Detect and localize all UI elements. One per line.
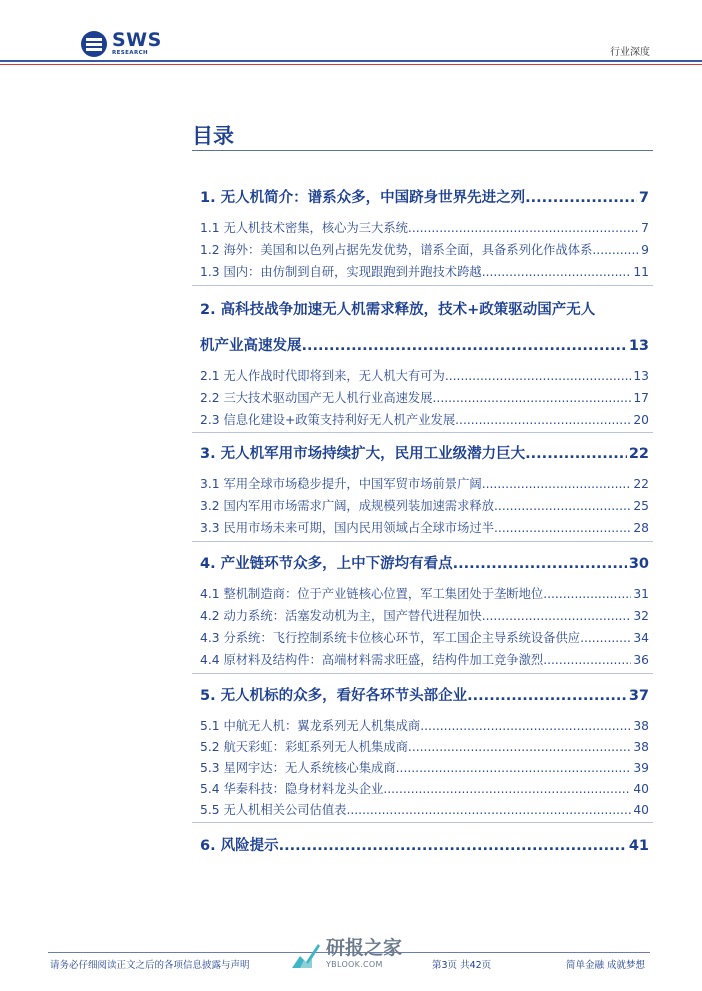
footer-slogan: 简单金融 成就梦想: [566, 960, 646, 971]
toc-section-title: 3. 无人机军用市场持续扩大，民用工业级潜力巨大: [200, 446, 526, 462]
toc-title-rule: [192, 150, 653, 151]
toc-item-title: 4.4 原材料及结构件：高端材料需求旺盛，结构件加工竞争激烈: [200, 653, 544, 667]
logo-brand: SWS: [112, 29, 162, 52]
toc-item-3-3[interactable]: [200, 518, 649, 536]
toc-item-3-2[interactable]: [200, 496, 649, 514]
toc-page: 25: [633, 499, 649, 513]
toc-page: 28: [633, 521, 649, 535]
toc-page: 39: [633, 761, 649, 775]
toc-page: 20: [633, 413, 649, 427]
toc-page: 9: [641, 243, 649, 257]
toc-item-title: 1.1 无人机技术密集，核心为三大系统: [200, 221, 408, 235]
toc-page: 40: [633, 803, 649, 817]
toc-item-1-1[interactable]: [200, 218, 649, 236]
toc-section-2[interactable]: [200, 334, 649, 355]
toc-item-5-4[interactable]: [200, 779, 649, 797]
toc-item-title: 5.3 星网宇达：无人系统核心集成商: [200, 761, 396, 775]
toc-page: 22: [628, 446, 649, 462]
toc-section-4[interactable]: [200, 552, 649, 573]
toc-page: 30: [628, 556, 649, 572]
section-divider: [192, 432, 653, 433]
toc-section-1[interactable]: [200, 186, 649, 207]
toc-item-4-3[interactable]: [200, 628, 649, 646]
toc-page: 41: [628, 838, 649, 854]
toc-page: 17: [633, 391, 649, 405]
toc-page: 7: [638, 190, 649, 206]
sws-logo: [80, 30, 162, 58]
toc-item-title: 2.3 信息化建设+政策支持利好无人机产业发展: [200, 413, 456, 427]
toc-section-5[interactable]: [200, 684, 649, 705]
toc-item-title: 3.2 国内军用市场需求广阔，成规模列装加速需求释放: [200, 499, 494, 513]
toc-item-1-3[interactable]: [200, 262, 649, 280]
toc-page: 32: [633, 609, 649, 623]
toc-page: 34: [633, 631, 649, 645]
page-header: [0, 0, 702, 68]
toc-section-title: 6. 风险提示: [200, 838, 279, 854]
toc-page: 22: [633, 477, 649, 491]
toc-item-title: 4.2 动力系统：活塞发动机为主，国产替代进程加快: [200, 609, 482, 623]
toc-item-title: 4.3 分系统：飞行控制系统卡位核心环节，军工国企主导系统设备供应: [200, 631, 581, 645]
toc-section-title: 机产业高速发展: [200, 338, 302, 354]
section-divider: [192, 285, 653, 286]
toc-item-3-1[interactable]: [200, 474, 649, 492]
toc-page: 37: [628, 688, 649, 704]
toc-item-title: 5.1 中航无人机：翼龙系列无人机集成商: [200, 719, 421, 733]
toc-section-title: 1. 无人机简介：谱系众多，中国跻身世界先进之列: [200, 190, 526, 206]
footer-page-info: 第3页 共42页: [432, 960, 492, 971]
watermark: [290, 938, 402, 970]
logo-sub: RESEARCH: [112, 50, 149, 57]
section-divider: [192, 673, 653, 674]
toc-page: 38: [633, 740, 649, 754]
toc-page: 11: [633, 265, 649, 279]
report-type: 行业深度: [610, 47, 650, 58]
toc-item-5-2[interactable]: [200, 737, 649, 755]
toc-section-title: 5. 无人机标的众多，看好各环节头部企业: [200, 688, 468, 704]
toc-item-title: 5.4 华秦科技：隐身材料龙头企业: [200, 782, 384, 796]
toc-item-4-1[interactable]: [200, 584, 649, 602]
toc-item-title: 5.2 航天彩虹：彩虹系列无人机集成商: [200, 740, 408, 754]
watermark-cn: 研报之家: [326, 937, 403, 959]
toc-item-title: 3.1 军用全球市场稳步提升，中国军贸市场前景广阔: [200, 477, 482, 491]
sws-logo-icon: [80, 30, 108, 58]
toc-page: 31: [633, 587, 649, 601]
toc-section-title: 4. 产业链环节众多，上中下游均有看点: [200, 556, 453, 572]
toc-item-title: 1.3 国内：由仿制到自研，实现跟跑到并跑技术跨越: [200, 265, 482, 279]
watermark-logo-icon: [290, 938, 322, 970]
toc-section-2-line1[interactable]: 2. 高科技战争加速无人机需求释放，技术+政策驱动国产无人: [200, 302, 596, 318]
toc-item-5-1[interactable]: [200, 716, 649, 734]
toc-item-2-1[interactable]: [200, 366, 649, 384]
section-divider: [192, 822, 653, 823]
toc-title: 目录: [192, 124, 234, 148]
toc-item-4-2[interactable]: [200, 606, 649, 624]
header-rule-blue: [0, 60, 702, 62]
toc-page: 13: [628, 338, 649, 354]
toc-page: 7: [641, 221, 649, 235]
toc-item-title: 2.2 三大技术驱动国产无人机行业高速发展: [200, 391, 433, 405]
toc-item-2-3[interactable]: [200, 410, 649, 428]
footer-disclaimer: 请务必仔细阅读正文之后的各项信息披露与声明: [50, 960, 250, 971]
toc-page: 40: [633, 782, 649, 796]
toc-item-2-2[interactable]: [200, 388, 649, 406]
toc-page: 38: [633, 719, 649, 733]
toc-item-4-4[interactable]: [200, 650, 649, 668]
watermark-url: YBLOOK.COM: [326, 960, 383, 969]
toc-page: 13: [633, 369, 649, 383]
section-divider: [192, 541, 653, 542]
toc-item-title: 1.2 海外：美国和以色列占据先发优势，谱系全面，具备系列化作战体系: [200, 243, 593, 257]
toc-item-title: 4.1 整机制造商：位于产业链核心位置，军工集团处于垄断地位: [200, 587, 544, 601]
toc-section-3[interactable]: [200, 442, 649, 463]
toc-item-1-2[interactable]: [200, 240, 649, 258]
toc-item-title: 5.5 无人机相关公司估值表: [200, 803, 347, 817]
toc-item-title: 2.1 无人作战时代即将到来，无人机大有可为: [200, 369, 445, 383]
toc-item-5-5[interactable]: [200, 800, 649, 818]
toc-item-title: 3.3 民用市场未来可期，国内民用领域占全球市场过半: [200, 521, 494, 535]
header-rule-red: [0, 64, 702, 65]
toc-page: 36: [633, 653, 649, 667]
toc-section-6[interactable]: [200, 834, 649, 855]
toc-item-5-3[interactable]: [200, 758, 649, 776]
